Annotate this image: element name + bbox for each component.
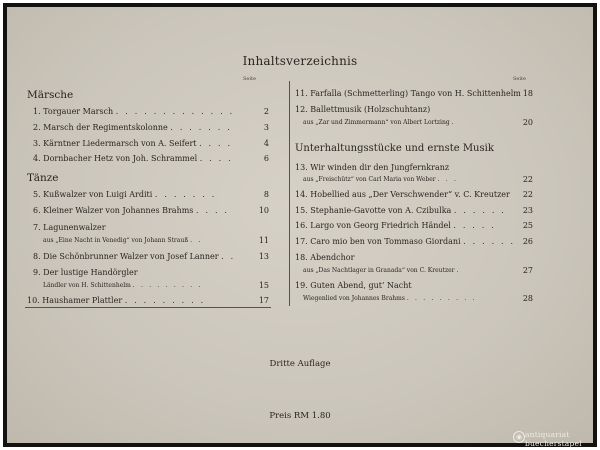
page-column-label-left: Seite [243,76,256,82]
toc-page-number: 26 [522,237,533,246]
toc-entry: 4. Dornbacher Hetz von Joh. Schrammel . . . . [33,154,233,163]
toc-page-number: 6 [263,154,269,163]
toc-entry-subline: aus „Zar und Zimmermann“ von Albert Lortzing . [303,119,456,126]
toc-entry: 7. Lagunenwalzer [33,223,106,232]
toc-page-number: 17 [258,296,269,305]
page-column-label-right: Seite [513,76,526,82]
toc-entry: 5. Kußwalzer von Luigi Arditi . . . . . . . [33,190,217,199]
column-divider [289,81,290,306]
toc-entry: 10. Haushamer Plattler . . . . . . . . . [27,296,206,305]
toc-entry-subline: aus „Eine Nacht in Venedig“ von Johann Strauß . . [43,237,203,244]
toc-entry: 8. Die Schönbrunner Walzer von Josef Lanner . . [33,252,236,261]
page-title: Inhaltsverzeichnis [242,54,358,68]
toc-page-number: 4 [263,139,269,148]
toc-entry-subline: aus „Das Nachtlager in Granada“ von C. Kreutzer . [303,267,461,274]
toc-entry-subline: Wiegenlied von Johannes Brahms . . . . . . . . . [303,295,477,302]
toc-page-number: 8 [263,190,269,199]
toc-entry: 14. Hobellied aus „Der Verschwender“ v. C. Kreutzer [295,190,510,199]
toc-page-number: 18 [522,89,533,98]
toc-page-number: 22 [522,190,533,199]
toc-entry-subline: Ländler von H. Schittenhelm . . . . . . . . . [43,282,203,289]
toc-page-number: 28 [522,294,533,303]
toc-page-number: 10 [258,206,269,215]
section-heading-marches: Märsche [27,89,74,101]
edition-note: Dritte Auflage [269,359,331,369]
toc-page-number: 23 [522,206,533,215]
section-heading-dances: Tänze [27,172,59,184]
toc-entry: 1. Torgauer Marsch . . . . . . . . . . . . . [33,107,235,116]
toc-entry: 2. Marsch der Regimentskolonne . . . . . . . [33,123,232,132]
toc-entry: 13. Wir winden dir den Jungfernkranz [295,163,450,172]
toc-entry: 18. Abendchor [295,253,355,262]
toc-page-number: 20 [522,118,533,127]
toc-entry: 12. Ballettmusik (Holzschuhtanz) [295,105,431,114]
toc-entry: 9. Der lustige Handörgler [33,268,138,277]
left-column-rule [25,307,271,308]
toc-page-number: 3 [263,123,269,132]
toc-page-number: 27 [522,266,533,275]
toc-entry: 19. Guten Abend, gut’ Nacht [295,281,412,290]
price-note: Preis RM 1.80 [269,411,331,421]
toc-entry: 3. Kärntner Liedermarsch von A. Seifert . . . . [33,139,233,148]
watermark-line1: antiquariat [525,430,570,439]
photo-frame [3,3,597,447]
toc-entry: 16. Largo von Georg Friedrich Händel . . . . . [295,221,497,230]
toc-page-number: 13 [258,252,269,261]
document-page [7,7,593,443]
toc-page-number: 15 [258,281,269,290]
watermark [513,429,597,447]
toc-entry: 6. Kleiner Walzer von Johannes Brahms . . . . [33,206,230,215]
toc-entry: 15. Stephanie-Gavotte von A. Czibulka . . . . . . [295,206,507,215]
toc-page-number: 25 [522,221,533,230]
watermark-line2: buecherstapel [525,439,582,447]
toc-page-number: 2 [263,107,269,116]
toc-page-number: 11 [258,236,269,245]
bookseller-logo-icon: ◉ [513,431,525,443]
section-heading-entertainment: Unterhaltungsstücke und ernste Musik [295,143,494,154]
toc-entry: 17. Caro mio ben von Tommaso Giordani . . . . . . [295,237,516,246]
toc-entry-subline: aus „Freischütz“ von Carl Maria von Weber . . . [303,176,459,183]
toc-entry: 11. Farfalla (Schmetterling) Tango von H. Schittenhelm [295,89,521,98]
toc-page-number: 22 [522,175,533,184]
